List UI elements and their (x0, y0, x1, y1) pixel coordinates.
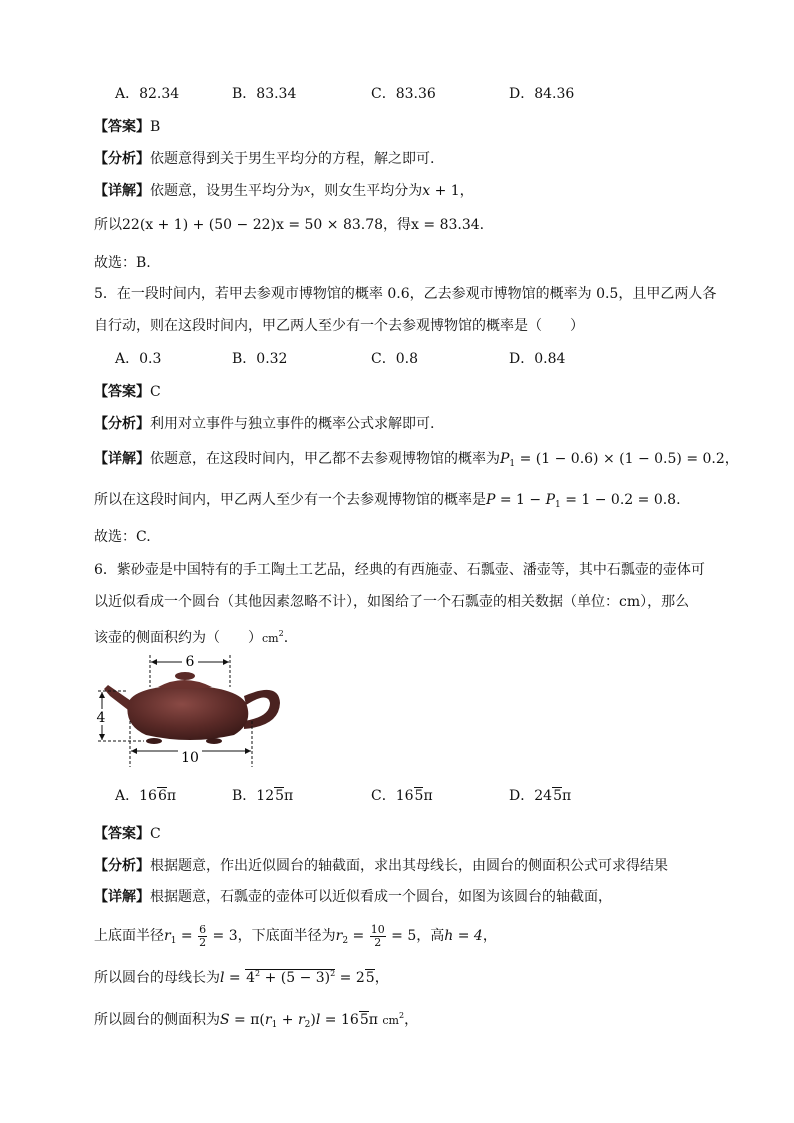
q4-option-d: D．84.36 (509, 86, 575, 102)
q6-option-c: C．165π (371, 788, 433, 804)
q4-option-c: C．83.36 (371, 86, 436, 102)
teapot-lid (158, 680, 212, 689)
q6-detail-3a: 所以圆台的母线长为 (94, 970, 220, 986)
answer-tag: 【答案】 (94, 826, 150, 842)
q4-detail-text: 依题意，设男生平均分为 (150, 183, 304, 199)
q6-stem-text: 该壶的侧面积约为（ ） (94, 630, 262, 646)
q4-answer: B (150, 119, 161, 135)
figure-top-label: 6 (185, 654, 195, 670)
q4-eq-mid: ，得 (383, 217, 412, 233)
q4-detail-text-2: ，则女生平均分为 (310, 183, 423, 199)
q6-detail-line-3: 所以圆台的母线长为$l = 4^2 + (5 - 3)^2 = 25$， (94, 969, 389, 986)
q4-analysis: 依题意得到关于男生平均分的方程，解之即可. (150, 151, 435, 167)
q4-answer-line (94, 117, 160, 137)
q6-option-d: D．245π (509, 788, 572, 804)
teapot-body (127, 685, 248, 740)
q6-detail-line-1 (94, 887, 612, 907)
q6-stem-line-1: 6．紫砂壶是中国特有的手工陶土工艺品，经典的有西施壶、石瓢壶、潘壶等，其中石瓢壶的壶体可 (94, 562, 705, 578)
q6-detail-2e: ， (482, 928, 497, 944)
detail-tag: 【详解】 (94, 183, 150, 199)
q5-detail-end-1: ， (724, 451, 739, 467)
q4-equation-line (94, 215, 484, 235)
teapot-knob (175, 672, 195, 680)
q5-stem-line-1: 5．在一段时间内，若甲去参观市博物馆的概率 0.6，乙去参观市博物馆的概率为 0.5，且甲乙两人各 (94, 286, 717, 302)
q4-detail-line: 【详解】依题意，设男生平均分为$^x$，则女生平均分为x + 1， (94, 182, 474, 199)
q5-stem-line-2: 自行动，则在这段时间内，甲乙两人至少有一个去参观博物馆的概率是（ ） (94, 318, 584, 334)
teapot-handle (244, 690, 280, 729)
q6-option-b: B．125π (232, 788, 294, 804)
analysis-tag: 【分析】 (94, 151, 150, 167)
teapot-figure (94, 651, 294, 771)
q4-analysis-line (94, 149, 434, 169)
q5-option-a: A．0.3 (115, 351, 162, 367)
q5-answer-line (94, 382, 161, 402)
q4-conclusion: 故选：B. (94, 255, 151, 271)
detail-tag: 【详解】 (94, 451, 150, 467)
q6-answer-line (94, 824, 161, 844)
q6-answer: C (150, 826, 161, 842)
q5-option-b: B．0.32 (232, 351, 288, 367)
q5-option-d: D．0.84 (509, 351, 566, 367)
q4-eq-result: x = 83.34 (411, 217, 480, 233)
q5-detail-text-2: 所以在这段时间内，甲乙两人至少有一个去参观博物馆的概率是 (94, 492, 486, 508)
q6-detail-line-2: 上底面半径$r_1$ = $\frac{6}{2}$ = 3，下底面半径为$r_2$ = $\frac{10}{2}$ = 5，高h = 4， (94, 922, 497, 949)
q5-detail-end-2: . (676, 492, 681, 508)
q4-eq-prefix: 所以 (94, 217, 122, 233)
analysis-tag: 【分析】 (94, 416, 150, 432)
q5-conclusion: 故选：C. (94, 529, 151, 545)
answer-tag: 【答案】 (94, 384, 150, 400)
q5-option-c: C．0.8 (371, 351, 418, 367)
q6-detail-2b: ，下底面半径为 (237, 928, 336, 944)
q6-stem-line-2: 以近似看成一个圆台（其他因素忽略不计），如图给了一个石瓢壶的相关数据（单位：cm），那么 (94, 594, 690, 610)
q6-stem-line-3: 该壶的侧面积约为（ ）$cm^2$. (94, 629, 289, 646)
q6-detail-4a: 所以圆台的侧面积为 (94, 1012, 220, 1028)
q5-answer: C (150, 384, 161, 400)
q6-option-a: A．166π (115, 788, 177, 804)
figure-height-label: 4 (96, 710, 106, 726)
analysis-tag: 【分析】 (94, 858, 150, 874)
q4-option-a: A．82.34 (115, 86, 180, 102)
q6-detail-2c: ，高 (416, 928, 445, 944)
q5-detail-eq-1: = (1 − 0.6) × (1 − 0.5) = 0.2 (519, 451, 725, 467)
q4-equation: 22(x + 1) + (50 − 22)x = 50 × 83.78 (122, 217, 384, 233)
figure-bottom-label: 10 (181, 750, 199, 766)
q6-stem-unit: cm (262, 632, 279, 645)
q5-analysis-line (94, 414, 434, 434)
q5-detail-text: 依题意，在这段时间内，甲乙都不去参观博物馆的概率为 (150, 451, 500, 467)
q5-analysis: 利用对立事件与独立事件的概率公式求解即可. (150, 416, 435, 432)
q6-analysis-line (94, 856, 668, 876)
q5-detail-eq-2: = 1 − 0.2 = 0.8 (565, 492, 677, 508)
q6-detail-line-4: 所以圆台的侧面积为$S = \pi(r_1 + r_2)l = 165\pi$ $cm^2$， (94, 1011, 419, 1030)
q6-detail-3b: ， (374, 970, 389, 986)
q5-detail-line-1: 【详解】依题意，在这段时间内，甲乙都不去参观博物馆的概率为$P_1 = (1 - 0.6) \times (1 - 0.5) = 0.2$， (94, 451, 739, 469)
detail-tag: 【详解】 (94, 889, 150, 905)
q6-detail-2a: 上底面半径 (94, 928, 164, 944)
q4-eq-end: . (479, 217, 485, 233)
q6-analysis: 根据题意，作出近似圆台的轴截面，求出其母线长，由圆台的侧面积公式可求得结果 (150, 858, 668, 874)
answer-tag: 【答案】 (94, 119, 150, 135)
q6-height-eq: h = 4 (444, 928, 483, 944)
q4-detail-text-3: ， (459, 183, 474, 199)
q5-detail-line-2: 所以在这段时间内，甲乙两人至少有一个去参观博物馆的概率是$P = 1 - P_1 = 1 - 0.2 = 0.8$. (94, 492, 681, 510)
q6-detail-4b: ， (404, 1012, 419, 1028)
q4-option-b: B．83.34 (232, 86, 297, 102)
q6-detail-text: 根据题意，石瓢壶的壶体可以近似看成一个圆台，如图为该圆台的轴截面， (150, 889, 612, 905)
